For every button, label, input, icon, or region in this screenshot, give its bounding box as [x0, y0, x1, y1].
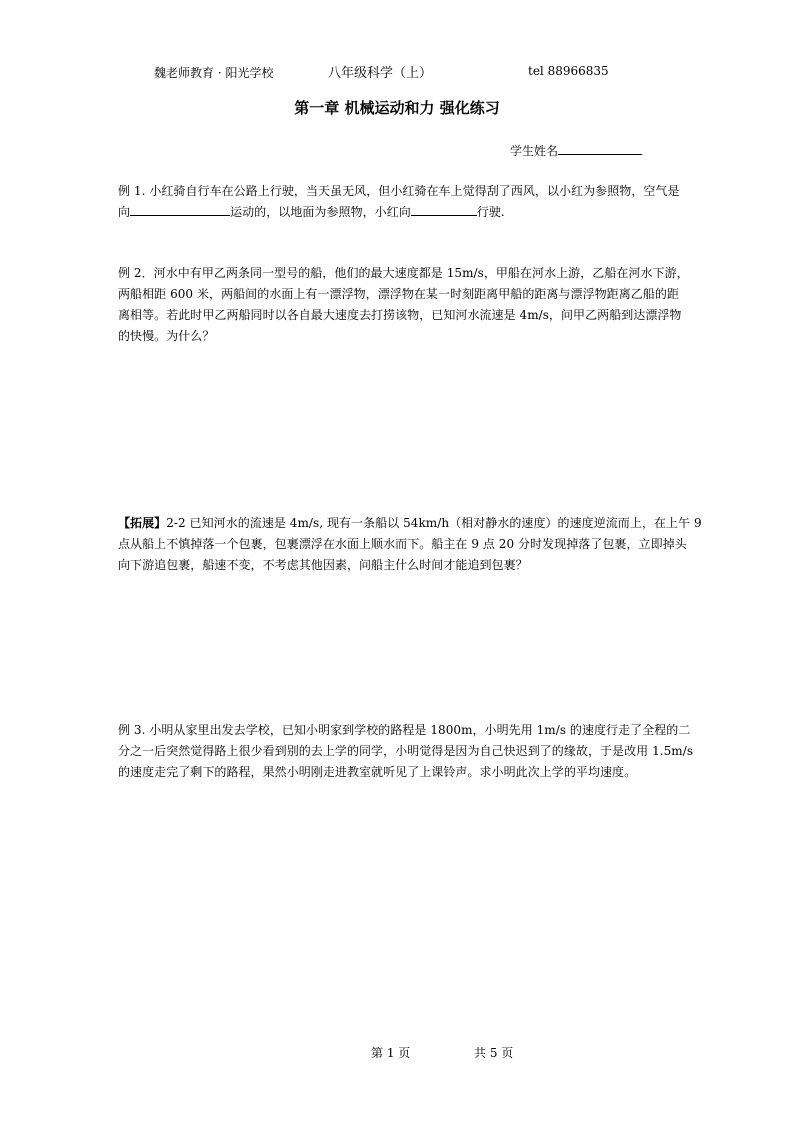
question-1 [118, 181, 678, 223]
ext-line-1 [118, 513, 702, 534]
q1-text-a: 向 [118, 205, 131, 219]
ext-line-3: 向下游追包裹，船速不变，不考虑其他因素，问船主什么时间才能追到包裹？ [118, 558, 528, 572]
student-name-label: 学生姓名 [510, 144, 559, 158]
q2-line-3: 离相等。若此时甲乙两船同时以各自最大速度去打捞该物，已知河水流速是 4m/s，问甲乙两船到达漂浮物 [118, 308, 682, 322]
q1-text-b: 运动的，以地面为参照物，小红向 [230, 205, 411, 219]
extension-question [118, 513, 702, 576]
q1-line-2 [118, 202, 678, 223]
footer-total-pages: 共 5 页 [474, 1046, 514, 1060]
q3-line-2: 分之一后突然觉得路上很少看到别的去上学的同学，小明觉得是因为自己快迟到了的缘故，于是改用 1.5m/s [118, 744, 694, 758]
question-2 [118, 263, 689, 347]
student-name-blank [558, 142, 642, 155]
q3-line-1: 例 3. 小明从家里出发去学校，已知小明家到学校的路程是 1800m，小明先用 1m/s 的速度行走了全程的二 [118, 723, 691, 737]
header-school: 魏老师教育 · 阳光学校 [154, 66, 274, 80]
q1-blank-2 [411, 203, 477, 216]
q2-line-1: 例 2．河水中有甲乙两条同一型号的船，他们的最大速度都是 15m/s，甲船在河水上游，乙船在河水下游， [118, 266, 689, 280]
footer-page-number: 第 1 页 [371, 1046, 411, 1060]
student-name-field [510, 142, 642, 159]
header-course: 八年级科学（上） [328, 66, 433, 81]
ext-line-2: 点从船上不慎掉落一个包裹，包裹漂浮在水面上顺水而下。船主在 9 点 20 分时发现掉落了包裹，立即掉头 [118, 537, 687, 551]
q2-line-2: 两船相距 600 米，两船间的水面上有一漂浮物，漂浮物在某一时刻距离甲船的距离与漂浮物距离乙船的距 [118, 287, 679, 301]
ext-line-1-text: 2-2 已知河水的流速是 4m/s, 现有一条船以 54km/h（相对静水的速度）的速度逆流而上，在上午 9 [166, 516, 702, 530]
header-tel: tel 88966835 [528, 64, 609, 78]
q3-line-3: 的速度走完了剩下的路程，果然小明刚走进教室就听见了上课铃声。求小明此次上学的平均速度。 [118, 765, 637, 779]
page-title: 第一章 机械运动和力 强化练习 [294, 99, 500, 117]
q2-line-4: 的快慢。为什么？ [118, 329, 215, 343]
q1-line-1: 例 1. 小红骑自行车在公路上行驶，当天虽无风，但小红骑在车上觉得刮了西风，以小红为参照物，空气是 [118, 184, 680, 198]
question-3 [118, 720, 694, 783]
q1-text-c: 行驶. [476, 205, 505, 219]
extension-tag: 【拓展】 [118, 516, 167, 530]
q1-blank-1 [130, 203, 230, 216]
